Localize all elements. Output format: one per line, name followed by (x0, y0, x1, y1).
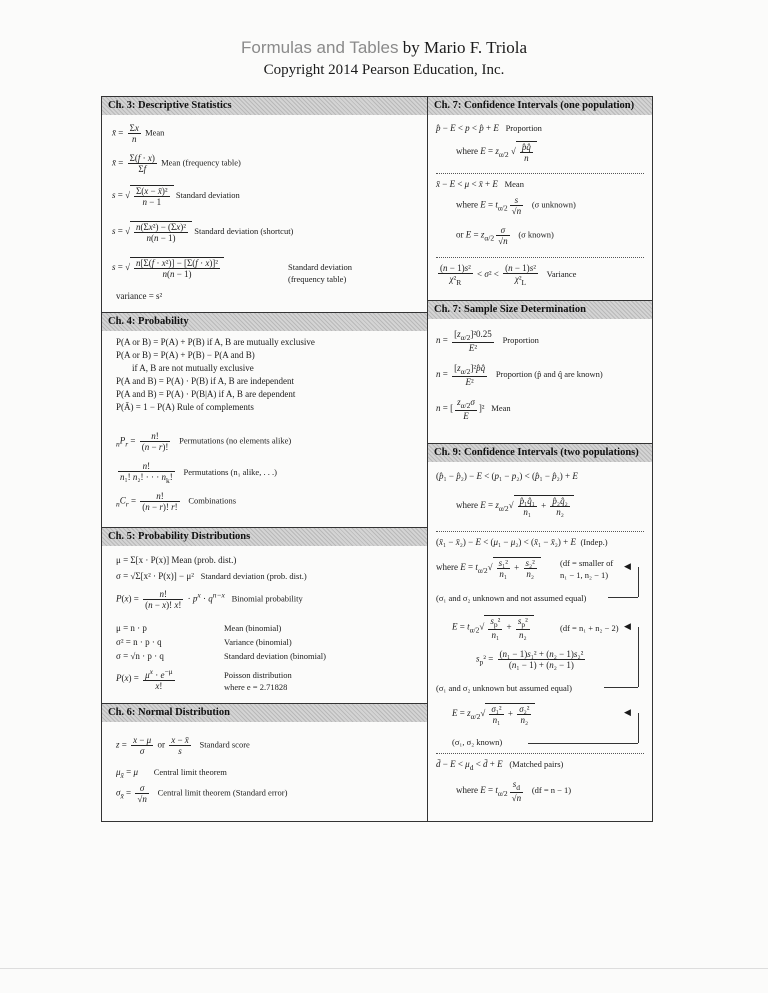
ci-two-means-t: where $E = t_{\alpha/2}√$ $\frac{\text{s₁²}}{\text{n₁}}$ + $\frac{\text{s₂²}}{\text{n₂}}$ (436, 557, 541, 579)
arrow-left-icon: ◀ (624, 621, 631, 631)
n-mean: n = [ $\frac{z_{\alpha/2}\sigma}{E}$ ]² Mean (436, 397, 511, 421)
dotted-separator (436, 753, 644, 754)
connector-line (604, 687, 638, 688)
label-df-smaller (560, 557, 613, 581)
label-ci-variance: Variance (546, 268, 577, 279)
formula-sigma-prob-eq: σ = √Σ[x² · P(x)] − μ² (116, 571, 194, 581)
ci-variance: $\frac{\text{(n − 1)s²}}{\chi^2_R}$ < σ² < $\frac{\text{(n − 1)s²}}{\chi^2_L}$ Variance (440, 263, 577, 287)
label-sd-binom: Standard deviation (binomial) (224, 651, 326, 661)
label-mean-binom: Mean (binomial) (224, 623, 282, 633)
formula-permutations-alike: $\frac{n!}{n_1! n_2! \cdot \cdot \cdot n_k!}$ Permutations (n₁ alike, . . .) (120, 461, 277, 485)
arrow-left-icon: ◀ (624, 707, 631, 717)
label-df-pooled: (df = n₁ + n₂ − 2) (560, 623, 619, 633)
formula-var-binom: σ² = n · p · q (116, 637, 162, 647)
label-matched: (Matched pairs) (509, 759, 564, 769)
formula-sigma-prob (116, 571, 307, 581)
formula-poisson: P(x) = $\frac{\mu^x \cdot e^{-\mu}}{x!}$ (116, 667, 173, 691)
prob-rule-4: P(A and B) = P(A) · P(B|A) if A, B are dependent (116, 389, 296, 399)
n-proportion: n = $\frac{[z_{\alpha/2}]^20.25}{\text{E²}}$ Proportion (436, 329, 539, 353)
section-header-ch4: Ch. 4: Probability (102, 313, 427, 331)
ci-mean: x̄ − E < μ < x̄ + E Mean (436, 179, 524, 189)
ci-known-sigma: $E = z_{\alpha/2}√$ $\frac{\text{σ₁²}}{\text{n₁}}$ + $\frac{\text{σ₂²}}{\text{n₂}}$ (452, 703, 535, 725)
connector-line (528, 743, 638, 744)
section-header-ch6: Ch. 6: Normal Distribution (102, 704, 427, 722)
prob-rule-3: P(A and B) = P(A) · P(B) if A, B are independent (116, 376, 295, 386)
label-sd-freq (288, 261, 352, 285)
formula-binomial: P(x) = $\frac{n!}{(n - x)! x!}$ · $p^x \cdot q^{n-x}$ Binomial probability (116, 589, 303, 610)
prob-rule-1: P(A or B) = P(A) + P(B) if A, B are mutually exclusive (116, 337, 315, 347)
label-permutations: Permutations (no elements alike) (179, 435, 292, 446)
ci-proportion-e: where $E = z_{\alpha/2}$ √ $\frac{p̂q̂}{n}$ (456, 141, 537, 163)
ci-mean-t: where $E = t_{\alpha/2}$ $\frac{s}{√n}$ (σ unknown) (456, 195, 576, 216)
formula-sd: s = √ $\frac{\text{Σ(x − x̄)²}}{n - 1}$ Standard deviation (112, 186, 240, 207)
formula-mu-binom: μ = n · p (116, 623, 147, 633)
label-known: (σ₁, σ₂ known) (452, 737, 503, 747)
ci-mean-z: or $E = z_{\alpha/2}$ $\frac{\sigma}{√n}$ (σ known) (456, 225, 554, 246)
section-header-ch3: Ch. 3: Descriptive Statistics (102, 97, 427, 115)
ci-two-means: (x̄₁ − x̄₂) − E < (μ₁ − μ₂) < (x̄₁ − x̄₂) + E (Indep.) (436, 537, 608, 547)
formula-sd-shortcut: s = √ $\frac{\text{n(Σx²) − (Σx)²}}{n(n - 1)}$ Standard deviation (shortcut) (112, 222, 294, 243)
formula-mean-freq: x̄ = $\frac{\Sigma(f \cdot x)}{\Sigma f}$ Mean (frequency table) (112, 153, 241, 174)
label-poisson-2: where e = 2.71828 (224, 682, 288, 692)
connector-line (638, 627, 639, 687)
ci-matched-pairs: d̄ − $E < \mu_d$ < d̄ + E (Matched pairs) (436, 759, 564, 772)
ci-pooled: $E = t_{\alpha/2}√$ $\frac{s_p^2}{\text{n₁}}$ + $\frac{s_p^2}{\text{n₂}}$ (452, 615, 534, 640)
formula-sheet (101, 96, 653, 822)
section-header-ch7-ci: Ch. 7: Confidence Intervals (one population) (428, 97, 652, 115)
section-header-ch5: Ch. 5: Probability Distributions (102, 528, 427, 546)
dotted-separator (436, 531, 644, 532)
label-n-proportion: Proportion (502, 334, 539, 345)
label-sigma-unknown: (σ unknown) (531, 199, 576, 210)
section-header-ch9: Ch. 9: Confidence Intervals (two populations) (428, 444, 652, 462)
formula-mu-prob: μ = Σ[x · P(x)] Mean (prob. dist.) (116, 555, 237, 565)
label-clt: Central limit theorem (153, 767, 227, 777)
label-n-proportion-known: Proportion (p̂ and q̂ are known) (495, 368, 603, 379)
connector-line (638, 567, 639, 597)
label-binomial: Binomial probability (231, 593, 303, 604)
label-not-equal: (σ₁ and σ₂ unknown and not assumed equal) (436, 593, 587, 603)
label-combinations: Combinations (188, 495, 237, 506)
label-sd-freq-2: (frequency table) (288, 274, 347, 284)
n-proportion-known: n = $\frac{[z_{\alpha/2}]^2p̂q̂}{\text{E²}}$ Proportion (p̂ and q̂ are known) (436, 363, 603, 387)
dotted-separator (436, 173, 644, 174)
label-df-smaller-2: n₁ − 1, n₂ − 1) (560, 570, 609, 580)
label-df-smaller-1: (df = smaller of (560, 558, 614, 568)
label-sigma-known: (σ known) (518, 229, 554, 240)
connector-line (638, 713, 639, 743)
label-mean: Mean (145, 127, 165, 138)
formula-sd-binom: σ = √n · p · q (116, 651, 164, 661)
label-df-matched: (df = n − 1) (531, 784, 572, 795)
ci-matched-e: where $E = t_{\alpha/2}$ $\frac{s_d}{√n}$ (df = n − 1) (456, 779, 572, 803)
prob-rule-2b: if A, B are not mutually exclusive (132, 363, 254, 373)
label-n-mean: Mean (491, 402, 511, 413)
label-sigma-prob: Standard deviation (prob. dist.) (200, 571, 307, 581)
scan-edge (0, 968, 768, 969)
section-header-ch7-sample: Ch. 7: Sample Size Determination (428, 301, 652, 319)
dotted-separator (436, 257, 644, 258)
formula-combinations: $_nC_r$ = $\frac{n!}{(n - r)! r!}$ Combinations (116, 491, 237, 512)
label-poisson (224, 669, 292, 693)
label-sd-shortcut: Standard deviation (shortcut) (194, 226, 294, 237)
formula-variance: variance = s² (116, 291, 163, 301)
label-var-binom: Variance (binomial) (224, 637, 292, 647)
ci-two-proportions-e: where $E = z_{\alpha/2}√$ $\frac{\text{p̂₁q̂₁}}{\text{n₁}}$ + $\frac{\text{p̂₂q̂₂}}{\text{n₂}}$ (456, 495, 574, 517)
prob-rule-5: P(Ā) = 1 − P(A) Rule of complements (116, 402, 254, 412)
formula-clt-mean: $\mu_{x̄} = \mu$ Central limit theorem (116, 767, 227, 780)
formula-z-score: z = $\frac{x - \mu}{\sigma}$ or $\frac{x - x̄}{s}$ Standard score (116, 735, 250, 756)
label-assumed-equal: (σ₁ and σ₂ unknown but assumed equal) (436, 683, 572, 693)
ci-two-proportions: (p̂₁ − p̂₂) − E < (p₁ − p₂) < (p̂₁ − p̂₂) + E (436, 471, 578, 481)
formula-mean: x̄ = $\frac{\Sigma x}{n}$ Mean (112, 123, 165, 144)
label-mean-freq: Mean (frequency table) (161, 157, 241, 168)
label-sd-freq-1: Standard deviation (288, 262, 352, 272)
label-permutations-alike: Permutations (n₁ alike, . . .) (183, 466, 277, 477)
label-indep: (Indep.) (580, 537, 608, 547)
label-ci-mean: Mean (504, 179, 524, 189)
formula-permutations: $_nP_r$ = $\frac{n!}{(n - r)!}$ Permutations (no elements alike) (116, 431, 292, 452)
pooled-variance: $s_p^2$ = $\frac{\text{(n₁ − 1)s₁² + (n₂ − 1)s₂²}}{\text{(n₁ − 1) + (n₂ − 1)}}$ (476, 649, 584, 670)
right-column (428, 97, 652, 821)
arrow-left-icon: ◀ (624, 561, 631, 571)
connector-line (608, 597, 638, 598)
formula-clt-se: $\sigma_{x̄}$ = $\frac{\sigma}{√n}$ Central limit theorem (Standard error) (116, 783, 288, 804)
ci-proportion: p̂ − E < p < p̂ + E Proportion (436, 123, 542, 133)
prob-rule-2: P(A or B) = P(A) + P(B) − P(A and B) (116, 350, 255, 360)
label-sd: Standard deviation (175, 190, 240, 201)
document-title (0, 38, 768, 58)
label-ci-proportion: Proportion (505, 123, 542, 133)
brand-title: Formulas and Tables (240, 38, 399, 57)
left-column (102, 97, 427, 821)
label-clt-se: Central limit theorem (Standard error) (157, 787, 288, 798)
author: by Mario F. Triola (402, 38, 528, 57)
copyright: Copyright 2014 Pearson Education, Inc. (263, 62, 505, 78)
formula-sd-freq: s = √ $\frac{\text{n[Σ(f · x²)] − [Σ(f · x)]²}}{n(n - 1)}$ (112, 257, 224, 279)
label-z-score: Standard score (199, 739, 250, 750)
label-poisson-1: Poisson distribution (224, 670, 292, 680)
